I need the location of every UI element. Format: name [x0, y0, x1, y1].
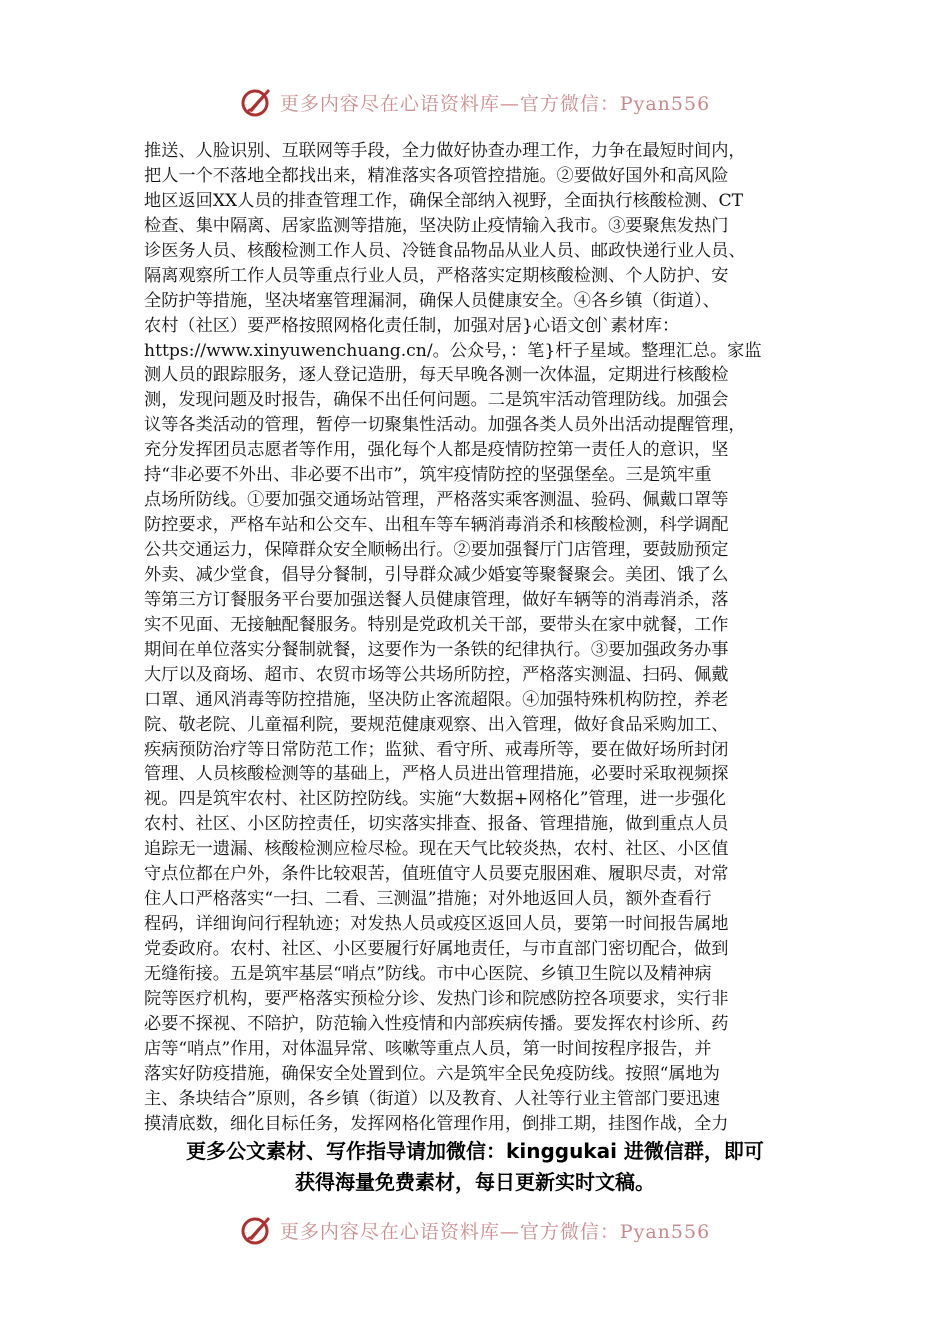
body-line: 守点位都在户外，条件比较艰苦，值班值守人员要克服困难、履职尽责，对常: [144, 864, 729, 885]
body-line: 无缝衔接。五是筑牢基层“哨点”防线。市中心医院、乡镇卫生院以及精神病: [144, 963, 712, 984]
body-line: 必要不探视、不陪护，防范输入性疫情和内部疾病传播。要发挥农村诊所、药: [144, 1013, 729, 1034]
body-line: 程码，详细询问行程轨迹；对发热人员或疫区返回人员，要第一时间报告属地: [144, 914, 729, 935]
body-line: 视。四是筑牢农村、社区防控防线。实施“大数据+网格化”管理，进一步强化: [144, 789, 726, 810]
body-line: 隔离观察所工作人员等重点行业人员，严格落实定期核酸检测、个人防护、安: [144, 265, 729, 286]
body-line: 测人员的跟踪服务，逐人登记造册，每天早晚各测一次体温，定期进行核酸检: [144, 365, 729, 386]
header-banner: [0, 82, 950, 122]
body-line: 院、敬老院、儿童福利院，要规范健康观察、出入管理，做好食品采购加工、: [144, 714, 729, 735]
body-line: 等第三方订餐服务平台要加强送餐人员健康管理，做好车辆等的消毒消杀，落: [144, 589, 729, 610]
body-line: 测，发现问题及时报告，确保不出任何问题。二是筑牢活动管理防线。加强会: [144, 390, 729, 411]
body-line: 点场所防线。①要加强交通场站管理，严格落实乘客测温、验码、佩戴口罩等: [144, 490, 729, 511]
body-line: 农村、社区、小区防控责任，切实落实排查、报备、管理措施，做到重点人员: [144, 814, 729, 835]
body-line: 充分发挥团员志愿者等作用，强化每个人都是疫情防控第一责任人的意识，坚: [144, 440, 729, 461]
body-line: 农村（社区）要严格按照网格化责任制，加强对居}心语文创`素材库：: [144, 315, 680, 336]
body-line: 推送、人脸识别、互联网等手段，全力做好协查办理工作，力争在最短时间内，: [144, 141, 746, 161]
body-line: 党委政府。农村、社区、小区要履行好属地责任，与市直部门密切配合，做到: [144, 939, 729, 959]
quill-logo-icon: [240, 85, 274, 119]
body-line: 疾病预防治疗等日常防范工作；监狱、看守所、戒毒所等，要在做好场所封闭: [144, 739, 729, 760]
body-line: 外卖、减少堂食，倡导分餐制，引导群众减少婚宴等聚餐聚会。美团、饿了么: [144, 564, 729, 585]
body-line: 持“非必要不外出、非必要不出市”，筑牢疫情防控的坚强堡垒。三是筑牢重: [144, 465, 712, 486]
body-line: 落实好防疫措施，确保安全处置到位。六是筑牢全民免疫防线。按照“属地为: [144, 1063, 720, 1084]
body-line: 管理、人员核酸检测等的基础上，严格人员进出管理措施，必要时采取视频探: [144, 764, 729, 785]
body-line: 议等各类活动的管理，暂停一切聚集性活动。加强各类人员外出活动提醒管理，: [144, 415, 746, 436]
body-line: 把人一个不落地全都找出来，精准落实各项管控措施。②要做好国外和高风险: [144, 165, 729, 186]
body-line: 实不见面、无接触配餐服务。特别是党政机关干部，要带头在家中就餐，工作: [144, 614, 729, 635]
body-line: 主、条块结合”原则，各乡镇（街道）以及教育、人社等行业主管部门要迅速: [144, 1088, 720, 1109]
body-line: 公共交通运力，保障群众安全顺畅出行。②要加强餐厅门店管理，要鼓励预定: [144, 540, 729, 560]
body-line: 防控要求，严格车站和公交车、出租车等车辆消毒消杀和核酸检测，科学调配: [144, 515, 729, 536]
body-line: 地区返回XX人员的排查管理工作，确保全部纳入视野，全面执行核酸检测、CT: [144, 190, 744, 211]
wechat-promo-note: [140, 1136, 810, 1198]
promo-line-2: 获得海量免费素材，每日更新实时文稿。: [295, 1170, 655, 1194]
body-line: 院等医疗机构，要严格落实预检分诊、发热门诊和院感防控各项要求，实行非: [144, 988, 729, 1009]
quill-logo-icon: [240, 1213, 274, 1247]
footer-banner: [0, 1210, 950, 1250]
footer-banner-text: 更多内容尽在心语资料库—官方微信：Pyan556: [279, 1220, 711, 1243]
body-line: 大厅以及商场、超市、农贸市场等公共场所防控，严格落实测温、扫码、佩戴: [144, 664, 729, 685]
header-banner-text: 更多内容尽在心语资料库—官方微信：Pyan556: [279, 92, 711, 115]
body-line: 口罩、通风消毒等防控措施，坚决防止客流超限。④加强特殊机构防控，养老: [144, 689, 729, 710]
body-line: 追踪无一遗漏、核酸检测应检尽检。现在天气比较炎热，农村、社区、小区值: [144, 839, 729, 860]
body-line: 诊医务人员、核酸检测工作人员、冷链食品物品从业人员、邮政快递行业人员、: [144, 240, 746, 261]
body-line: 店等“哨点”作用，对体温异常、咳嗽等重点人员，第一时间按程序报告，并: [144, 1038, 712, 1059]
body-line: 全防护等措施，坚决堵塞管理漏洞，确保人员健康安全。④各乡镇（街道）、: [144, 290, 720, 311]
body-line: 期间在单位落实分餐制就餐，这要作为一条铁的纪律执行。③要加强政务办事: [144, 639, 729, 660]
body-line: 检查、集中隔离、居家监测等措施，坚决防止疫情输入我市。③要聚焦发热门: [144, 215, 729, 236]
body-line: 摸清底数，细化目标任务，发挥网格化管理作用，倒排工期，挂图作战，全力: [144, 1113, 729, 1134]
document-body: [144, 139, 806, 1137]
body-line: 住人口严格落实“一扫、二看、三测温”措施；对外地返回人员，额外查看行: [144, 889, 712, 910]
promo-line-1: 更多公文素材、写作指导请加微信：kinggukai 进微信群，即可: [186, 1139, 764, 1163]
body-line: https://www.xinyuwenchuang.cn/。公众号，：笔}杆子星域。整理汇总。家监: [144, 340, 762, 361]
